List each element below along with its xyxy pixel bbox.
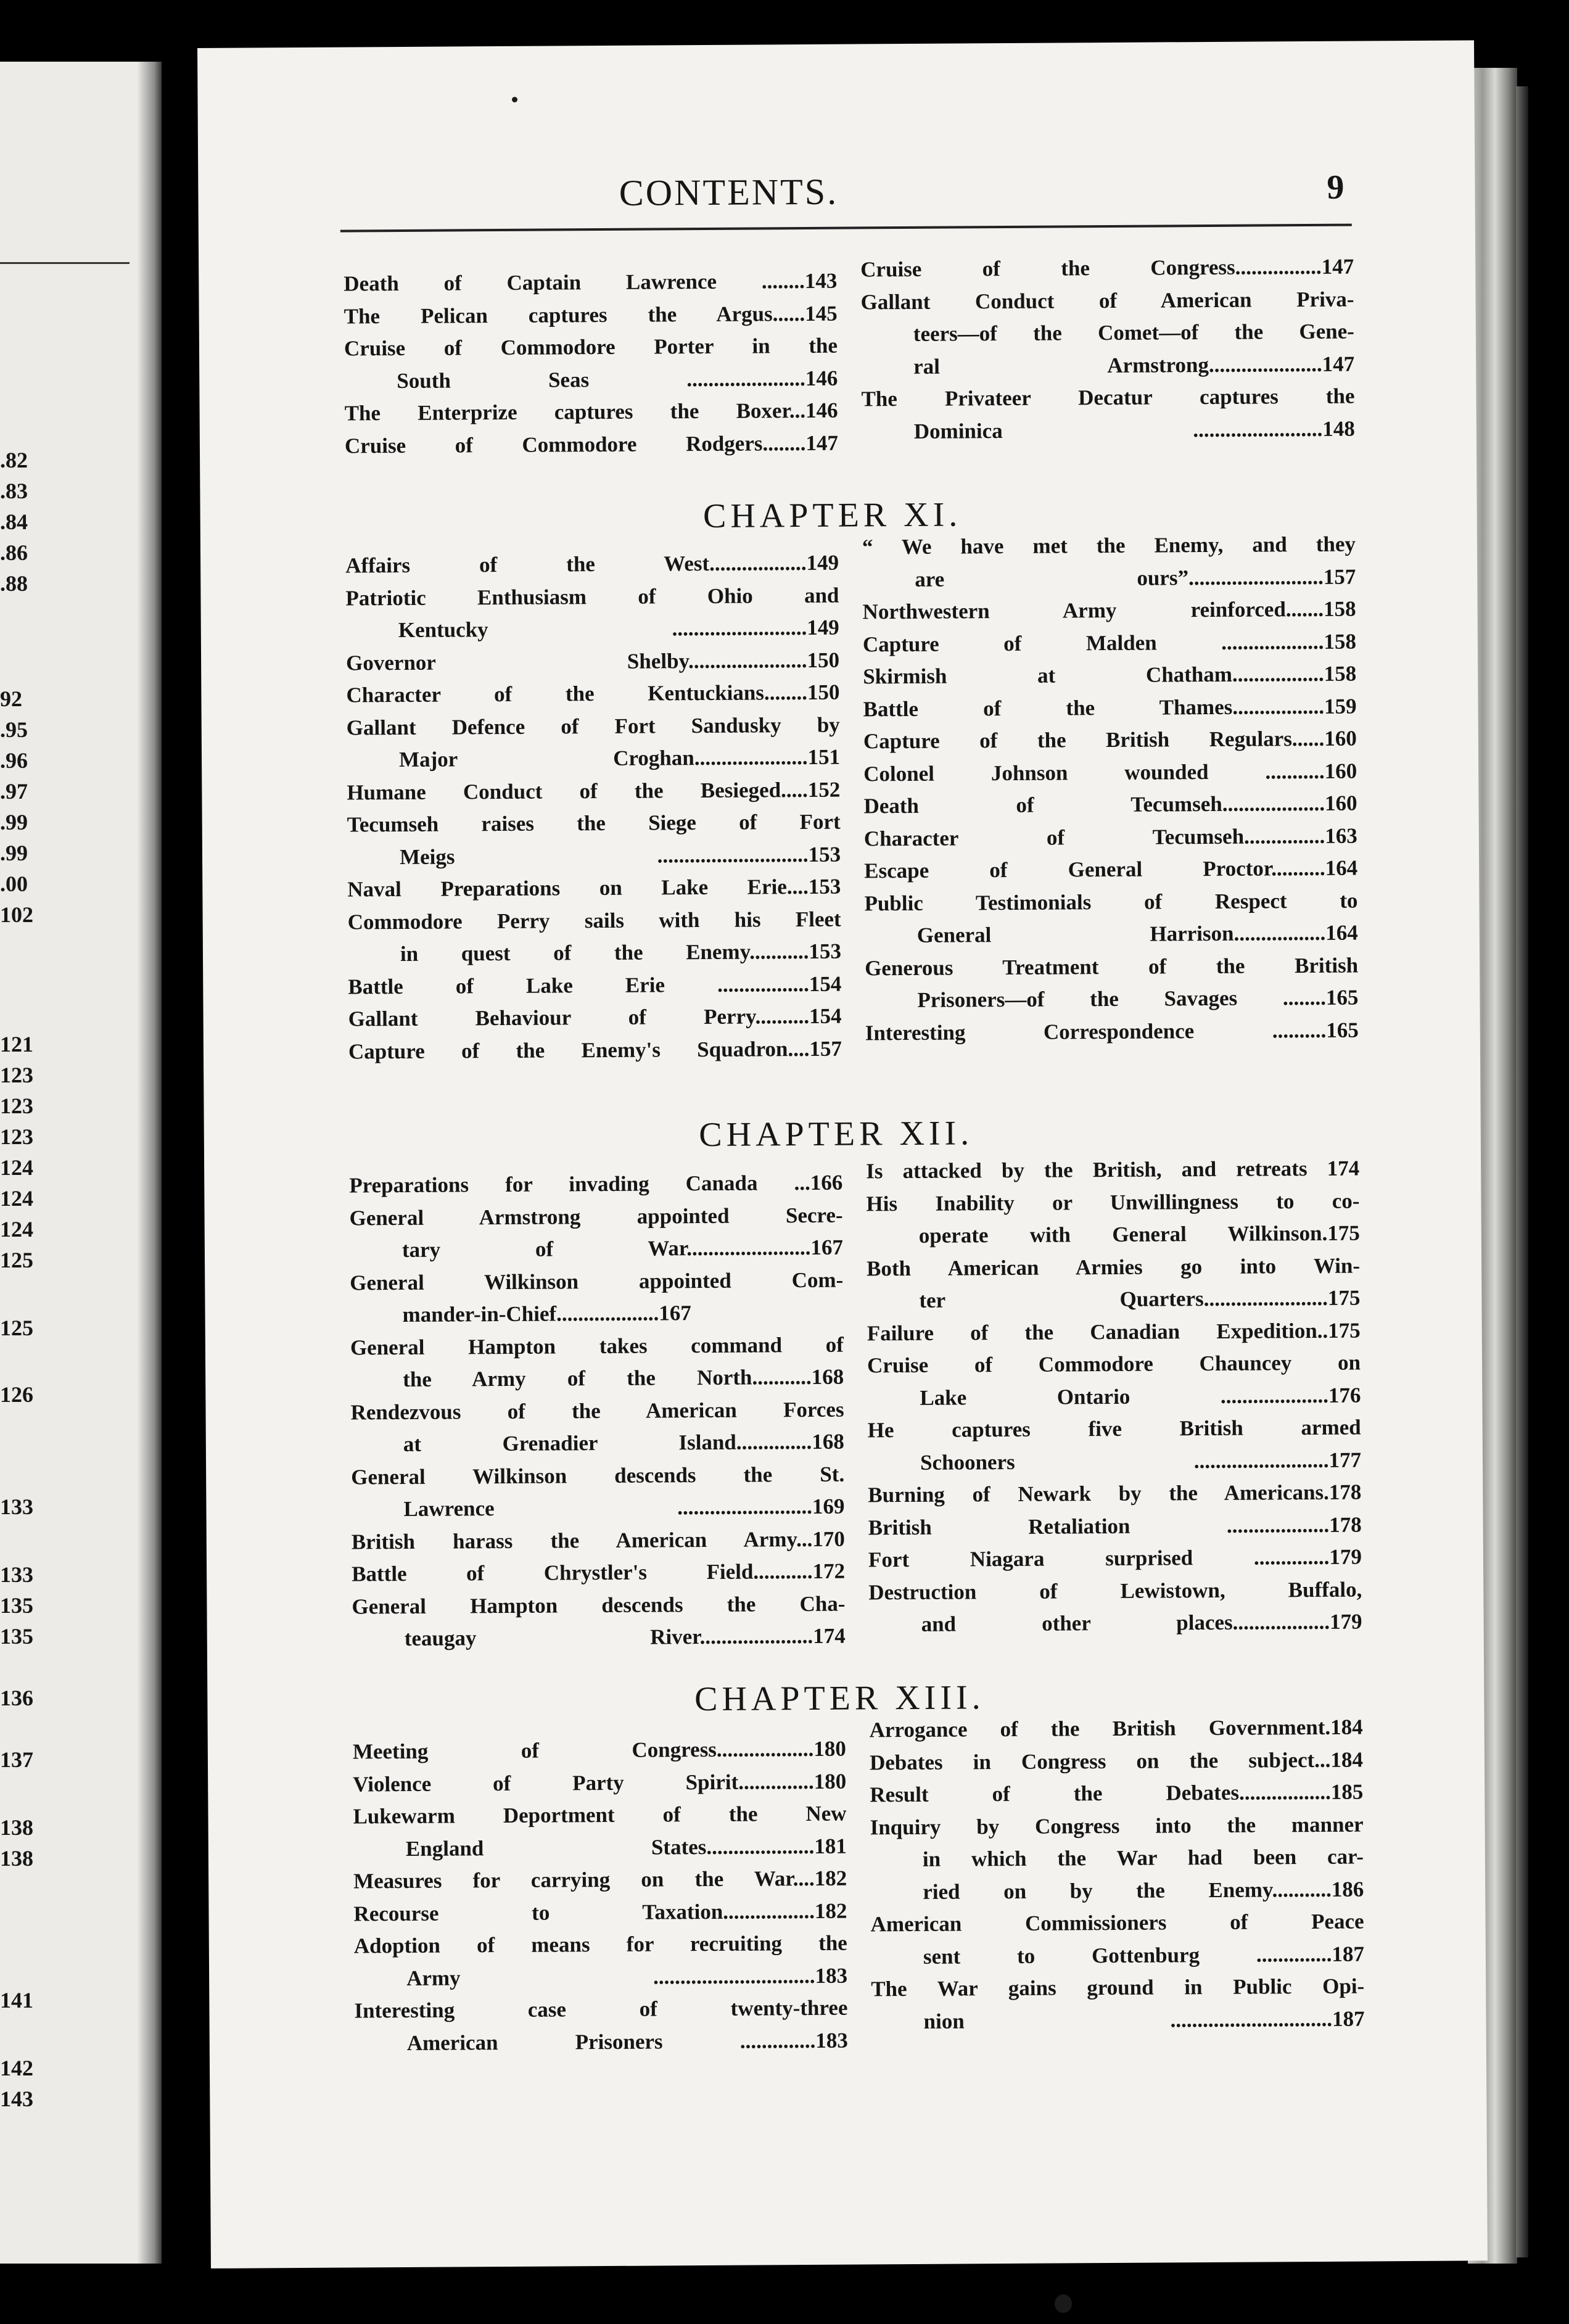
- contents-entry-line: tary of War.......................167: [402, 1235, 844, 1263]
- contents-entry: [864, 884, 1358, 952]
- contents-entry-line: Cruise of Commodore Rodgers........147: [344, 431, 839, 458]
- contents-entry-line: Lawrence .........................169: [403, 1494, 845, 1522]
- contents-entry: [868, 1412, 1362, 1480]
- contents-entry-line: General Wilkinson appointed Com-: [350, 1267, 844, 1295]
- contents-entry: [344, 395, 838, 430]
- contents-entry-line: South Seas ......................146: [397, 366, 838, 393]
- contents-entry-line: Character of the Kentuckians........150: [346, 680, 840, 707]
- facing-page-rule: [0, 262, 130, 264]
- contents-entry: [871, 1971, 1365, 2038]
- contents-entry-line: Adoption of means for recruiting the: [353, 1930, 847, 1958]
- contents-entry-line: Meigs ............................153: [399, 842, 841, 869]
- contents-entry: [353, 1863, 847, 1898]
- facing-page-number: 135: [0, 1593, 33, 1618]
- contents-entry-line: General Wilkinson descends the St.: [351, 1462, 845, 1490]
- contents-entry: [866, 1153, 1359, 1188]
- contents-entry: [863, 723, 1357, 758]
- facing-page-number: 142: [0, 2056, 33, 2080]
- contents-entry: [863, 625, 1356, 661]
- contents-entry: [865, 1014, 1359, 1049]
- contents-entry-line: Recourse to Taxation.................182: [353, 1898, 847, 1926]
- facing-page-number: .82: [0, 448, 28, 472]
- contents-entry-line: Both American Armies go into Win-: [866, 1253, 1361, 1280]
- facing-page-number: 124: [0, 1217, 33, 1242]
- contents-entry-line: Northwestern Army reinforced.......158: [862, 596, 1356, 624]
- contents-entry: [860, 283, 1354, 383]
- contents-entry-line: General Armstrong appointed Secre-: [349, 1203, 843, 1230]
- contents-entry-line: Commodore Perry sails with his Fleet: [347, 907, 841, 934]
- contents-entry-line: Result of the Debates.................185: [870, 1779, 1364, 1807]
- chapter-heading: CHAPTER XI.: [702, 495, 962, 536]
- contents-entry: [352, 1523, 845, 1558]
- contents-entry-line: England States....................181: [405, 1834, 847, 1861]
- contents-entry-line: He captures five British armed: [867, 1415, 1361, 1443]
- contents-entry-line: Fort Niagara surprised ..............179: [868, 1544, 1362, 1572]
- contents-entry: [870, 1776, 1363, 1811]
- contents-entry: [350, 1329, 844, 1396]
- contents-entry-line: Governor Shelby......................150: [345, 648, 840, 675]
- contents-entry: [352, 1588, 846, 1655]
- contents-entry-line: nion ..............................187: [923, 2006, 1365, 2034]
- contents-entry: [862, 593, 1356, 628]
- speck: [512, 97, 517, 102]
- contents-entry-line: Prisoners—of the Savages ........165: [917, 985, 1359, 1012]
- contents-entry: [349, 1167, 842, 1202]
- facing-page-number: 123: [0, 1063, 33, 1087]
- contents-entry: [868, 1573, 1362, 1641]
- contents-entry: [344, 265, 837, 300]
- contents-entry-line: Preparations for invading Canada ...166: [349, 1170, 843, 1198]
- contents-entry: [346, 677, 839, 712]
- contents-entry: [353, 1798, 847, 1866]
- contents-entry-line: Kentucky .........................149: [398, 615, 839, 643]
- contents-entry-line: Rendezvous of the American Forces: [350, 1397, 844, 1425]
- contents-entry: [344, 297, 838, 332]
- contents-entry-line: American Prisoners ..............183: [406, 2028, 848, 2055]
- contents-entry: [860, 251, 1354, 286]
- contents-entry: [863, 755, 1357, 790]
- contents-entry-line: Arrogance of the British Government.184: [869, 1715, 1363, 1742]
- contents-entry-line: teers—of the Comet—of the Gene-: [913, 319, 1354, 346]
- facing-page-number: .99: [0, 841, 28, 865]
- contents-entry-line: ral Armstrong.....................147: [913, 352, 1355, 379]
- contents-entry-line: sent to Gottenburg ..............187: [923, 1942, 1365, 1969]
- facing-page-number: .00: [0, 872, 28, 896]
- contents-entry-line: Affairs of the West..................149: [345, 550, 839, 578]
- facing-page-number: .88: [0, 571, 28, 596]
- contents-entry: [348, 903, 842, 971]
- contents-entry-line: The Enterprize captures the Boxer...146: [344, 398, 838, 426]
- contents-entry-line: are ours”.........................157: [915, 564, 1356, 591]
- page-number: 9: [1327, 168, 1345, 207]
- contents-entry: [348, 1000, 841, 1036]
- contents-entry-line: Capture of the Enemy's Squadron....157: [348, 1036, 842, 1064]
- book-gutter: [137, 62, 162, 2264]
- contents-entry: [348, 968, 841, 1003]
- contents-entry: [344, 330, 838, 398]
- contents-entry-line: Army ..............................183: [406, 1963, 848, 1990]
- contents-entry-line: the Army of the North...........168: [403, 1364, 844, 1392]
- contents-entry: [346, 644, 839, 679]
- contents-entry-line: Major Croghan.....................151: [398, 744, 841, 772]
- facing-page-number: 124: [0, 1155, 33, 1180]
- contents-entry: [353, 1765, 846, 1800]
- contents-entry: [345, 427, 838, 462]
- contents-entry: [350, 1264, 844, 1332]
- contents-entry-line: Failure of the Canadian Expedition..175: [867, 1318, 1361, 1345]
- contents-entry-line: Lake Ontario ....................176: [920, 1383, 1361, 1410]
- facing-page-number: .97: [0, 779, 28, 804]
- page-title: CONTENTS.: [619, 171, 839, 213]
- facing-page-number: 125: [0, 1248, 33, 1272]
- contents-entry: [863, 690, 1356, 725]
- contents-entry-line: Battle of Lake Erie .................154: [348, 971, 842, 999]
- contents-entry-line: Meeting of Congress..................180: [352, 1736, 846, 1764]
- contents-entry-line: in quest of the Enemy...........153: [400, 939, 842, 966]
- chapter-heading: CHAPTER XIII.: [694, 1678, 985, 1719]
- contents-column-left: [349, 1167, 846, 1655]
- contents-entry: [354, 1927, 848, 1995]
- facing-page-number: 123: [0, 1094, 33, 1118]
- facing-page-number: 138: [0, 1846, 33, 1871]
- contents-entry-line: mander-in-Chief...................167: [402, 1301, 691, 1327]
- contents-entry-line: Tecumseh raises the Siege of Fort: [347, 809, 841, 837]
- contents-entry: [862, 529, 1356, 596]
- contents-entry-line: Public Testimonials of Respect to: [864, 888, 1358, 915]
- contents-entry: [345, 547, 839, 582]
- contents-entry-line: Measures for carrying on the War....182: [353, 1866, 847, 1893]
- contents-entry-line: American Commissioners of Peace: [870, 1909, 1364, 1937]
- contents-entry: [870, 1906, 1364, 1974]
- contents-entry-line: Colonel Johnson wounded ...........160: [863, 759, 1357, 786]
- contents-entry: [345, 579, 839, 647]
- contents-entry-line: ried on by the Enemy...........186: [923, 1877, 1364, 1904]
- facing-page-number: 137: [0, 1747, 33, 1772]
- contents-entry: [867, 1314, 1361, 1349]
- contents-entry: [347, 806, 841, 874]
- contents-entry-line: Character of Tecumseh...............163: [863, 823, 1357, 851]
- contents-entry-line: Death of Captain Lawrence ........143: [344, 268, 838, 296]
- contents-entry-line: Schooners .........................177: [920, 1448, 1362, 1475]
- contents-entry-line: Destruction of Lewistown, Buffalo,: [868, 1577, 1362, 1604]
- contents-column-right: [860, 251, 1355, 448]
- contents-entry-line: Cruise of Commodore Porter in the: [344, 333, 838, 361]
- page-edge-shadow: [1516, 86, 1528, 2257]
- facing-page-number: 136: [0, 1686, 33, 1710]
- contents-entry-line: Battle of the Thames.................159: [863, 694, 1357, 721]
- contents-entry-line: The Pelican captures the Argus......145: [344, 301, 838, 329]
- contents-entry: [348, 1032, 842, 1068]
- contents-entry-line: operate with General Wilkinson.175: [918, 1221, 1360, 1248]
- contents-entry-line: Debates in Congress on the subject...184: [869, 1747, 1364, 1774]
- contents-entry-line: Gallant Behaviour of Perry..........154: [348, 1003, 842, 1031]
- contents-page: [197, 40, 1488, 2268]
- contents-entry-line: British harass the American Army...170: [351, 1527, 845, 1554]
- contents-entry: [353, 1895, 847, 1930]
- facing-page-number: 92: [0, 686, 22, 711]
- contents-entry: [865, 949, 1359, 1017]
- contents-entry-line: Gallant Defence of Fort Sandusky by: [346, 712, 840, 740]
- contents-entry: [349, 1199, 843, 1267]
- contents-entry: [347, 773, 840, 809]
- facing-page-number: 141: [0, 1988, 33, 2013]
- facing-page-number: 102: [0, 902, 33, 927]
- contents-entry: [870, 1712, 1363, 1747]
- facing-page-number: 126: [0, 1382, 33, 1407]
- contents-column-left: [345, 547, 842, 1068]
- header-rule: [340, 224, 1352, 233]
- facing-page-number: .84: [0, 509, 28, 534]
- contents-entry: [868, 1477, 1361, 1512]
- contents-entry-line: Skirmish at Chatham.................158: [863, 661, 1357, 689]
- contents-entry-line: Is attacked by the British, and retreats 174: [866, 1156, 1360, 1184]
- contents-entry: [866, 1185, 1360, 1253]
- contents-entry: [870, 1808, 1364, 1908]
- contents-entry-line: General Harrison.................164: [916, 920, 1358, 947]
- contents-entry: [863, 658, 1356, 693]
- contents-entry-line: and other places..................179: [921, 1609, 1362, 1636]
- contents-entry-line: ter Quarters.......................175: [919, 1285, 1361, 1312]
- contents-entry-line: Cruise of the Congress................147: [860, 254, 1354, 282]
- facing-page-number: 124: [0, 1186, 33, 1211]
- contents-entry: [354, 1992, 848, 2060]
- contents-entry-line: Lukewarm Deportment of the New: [353, 1801, 847, 1829]
- chapter-heading: CHAPTER XII.: [699, 1114, 974, 1155]
- contents-column-right: [870, 1712, 1365, 2038]
- contents-entry: [351, 1458, 845, 1526]
- contents-column-left: [353, 1733, 848, 2060]
- facing-page: [0, 62, 162, 2264]
- contents-entry-line: Humane Conduct of the Besieged.....152: [347, 777, 841, 805]
- facing-page-number: 133: [0, 1562, 33, 1587]
- contents-entry-line: in which the War had been car-: [922, 1844, 1364, 1871]
- contents-entry-line: Generous Treatment of the British: [865, 953, 1359, 980]
- contents-column-right: [862, 529, 1359, 1050]
- contents-entry: [864, 820, 1357, 855]
- speck: [1055, 2294, 1072, 2313]
- contents-entry-line: Battle of Chrystler's Field...........172: [351, 1559, 846, 1586]
- contents-entry-line: British Retaliation ...................178: [868, 1512, 1362, 1539]
- facing-page-number: 133: [0, 1494, 33, 1519]
- contents-entry-line: Capture of the British Regulars......160: [863, 726, 1357, 754]
- contents-entry: [864, 852, 1357, 888]
- facing-page-number: 125: [0, 1316, 33, 1340]
- contents-entry: [868, 1541, 1362, 1576]
- contents-entry-line: Naval Preparations on Lake Erie....153: [347, 874, 841, 902]
- contents-entry-line: Escape of General Proctor..........164: [864, 855, 1358, 883]
- contents-entry: [347, 871, 841, 906]
- facing-page-number: 123: [0, 1124, 33, 1149]
- contents-entry-line: The Privateer Decatur captures the: [861, 384, 1355, 411]
- contents-entry: [868, 1509, 1362, 1544]
- contents-entry-line: Burning of Newark by the Americans.178: [868, 1480, 1362, 1507]
- contents-entry-line: Patriotic Enthusiasm of Ohio and: [345, 583, 839, 611]
- running-head: [198, 167, 1462, 218]
- contents-entry-line: Inquiry by Congress into the manner: [870, 1812, 1364, 1839]
- contents-entry: [353, 1733, 846, 1768]
- facing-page-number: 121: [0, 1032, 33, 1057]
- contents-entry: [863, 788, 1357, 823]
- facing-page-number: .99: [0, 810, 28, 834]
- contents-entry-line: Death of Tecumseh...................160: [863, 791, 1357, 818]
- contents-entry: [350, 1393, 844, 1461]
- contents-entry-line: Interesting case of twenty-three: [354, 1995, 848, 2023]
- contents-entry-line: General Hampton descends the Cha-: [352, 1591, 846, 1619]
- contents-entry: [867, 1347, 1361, 1415]
- contents-entry-line: The War gains ground in Public Opi-: [871, 1974, 1365, 2001]
- contents-column-left: [344, 265, 838, 463]
- contents-entry: [870, 1744, 1363, 1779]
- contents-column-right: [866, 1153, 1362, 1641]
- contents-entry-line: Cruise of Commodore Chauncey on: [867, 1350, 1361, 1378]
- facing-page-number: .95: [0, 717, 28, 742]
- contents-entry-line: teaugay River.....................174: [404, 1623, 846, 1650]
- contents-entry-line: “ We have met the Enemy, and they: [862, 532, 1356, 559]
- contents-entry-line: Gallant Conduct of American Priva-: [860, 287, 1354, 314]
- contents-entry-line: Dominica ........................148: [913, 416, 1355, 443]
- contents-entry: [352, 1556, 845, 1591]
- contents-entry-line: Capture of Malden ...................158: [862, 629, 1357, 656]
- facing-page-number: 138: [0, 1815, 33, 1840]
- contents-entry-line: His Inability or Unwillingness to co-: [866, 1189, 1360, 1216]
- contents-entry-line: Violence of Party Spirit..............180: [353, 1769, 847, 1797]
- contents-entry-line: Interesting Correspondence ..........165: [865, 1018, 1359, 1045]
- contents-entry: [867, 1250, 1361, 1317]
- facing-page-number: .96: [0, 748, 28, 773]
- facing-page-number: .86: [0, 540, 28, 565]
- contents-entry-line: General Hampton takes command of: [350, 1332, 844, 1360]
- facing-page-number: .83: [0, 479, 28, 503]
- facing-page-number: 135: [0, 1624, 33, 1649]
- facing-page-number: 143: [0, 2087, 33, 2111]
- contents-entry: [347, 709, 841, 777]
- contents-entry-line: at Grenadier Island..............168: [403, 1429, 844, 1457]
- contents-entry: [861, 381, 1355, 448]
